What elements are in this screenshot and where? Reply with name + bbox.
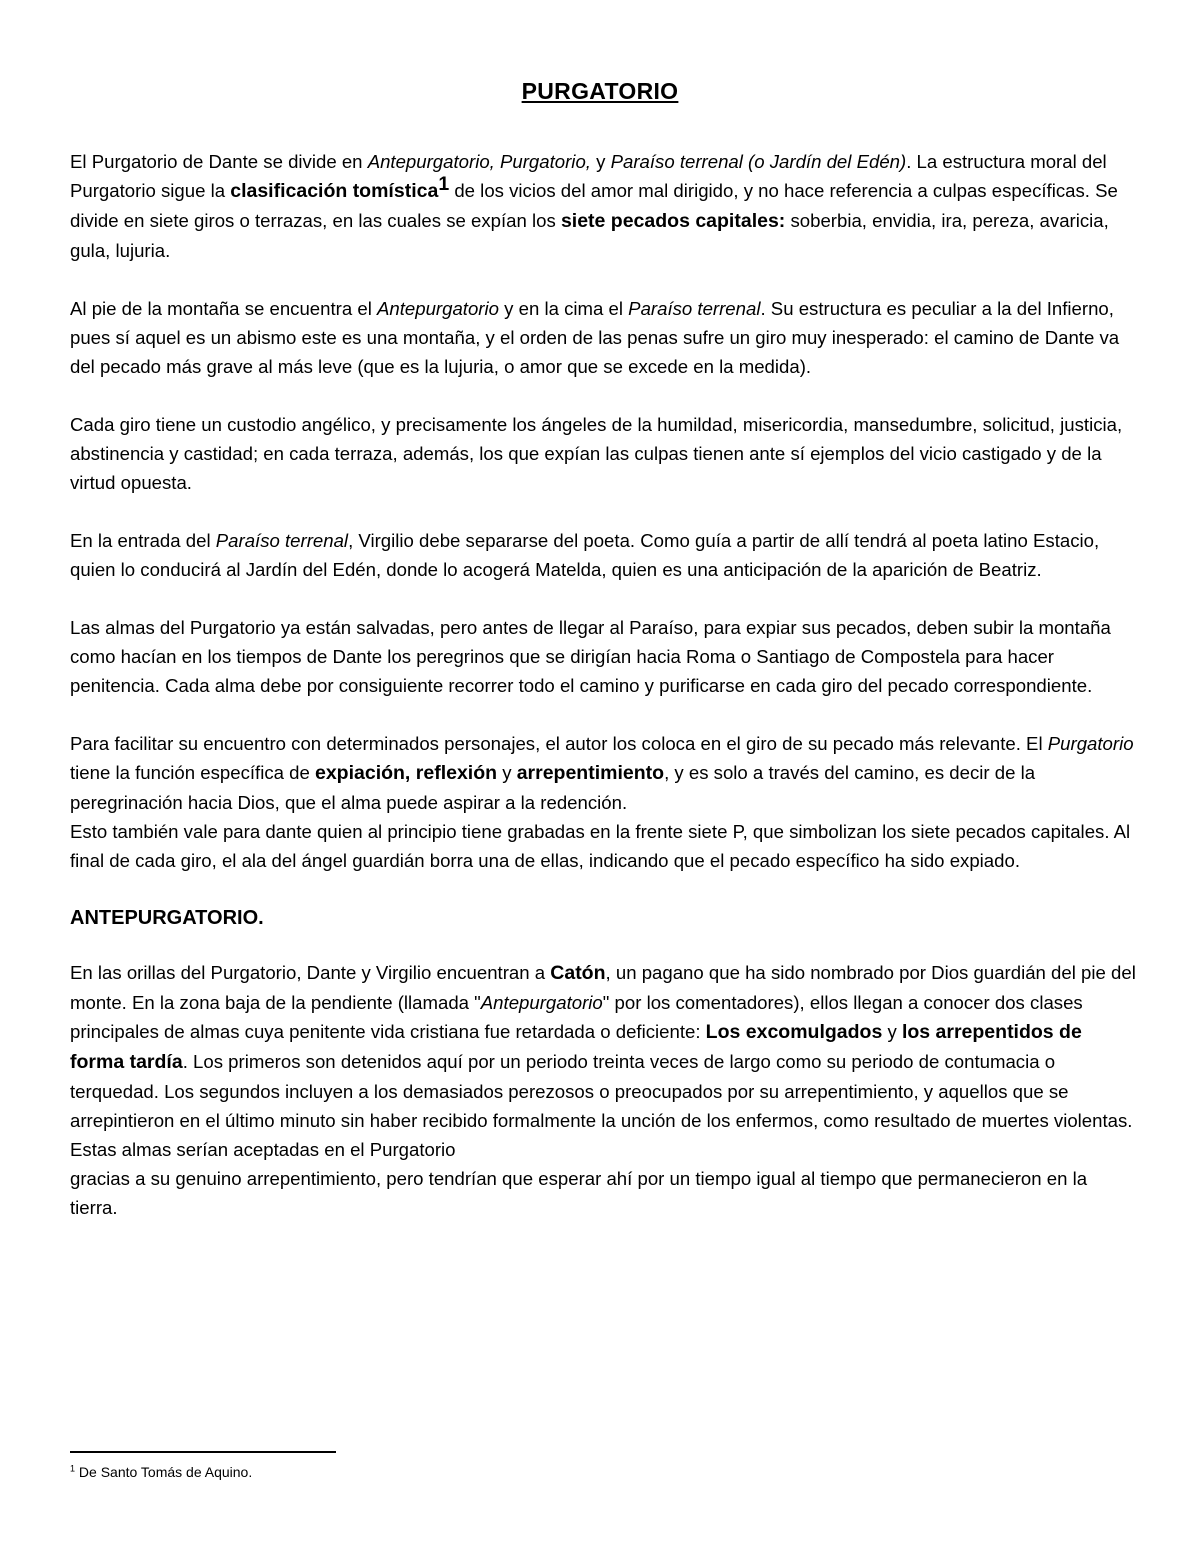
- text-run: soberbia, envidia, ira, pereza, avaricia, gula, lujuria.: [70, 210, 1109, 261]
- italic-run: Antepurgatorio: [377, 298, 499, 319]
- bold-run: clasificación tomística: [230, 180, 439, 202]
- italic-run: Paraíso terrenal: [628, 298, 761, 319]
- footnote: [70, 1462, 252, 1482]
- bold-run: arrepentimiento: [516, 762, 665, 784]
- text-run: . Su estructura es peculiar a la del Infierno, pues sí aquel es un abismo este es una montaña, y el orden de las penas sufre un giro muy inesperado: el camino de Dante va del pecado más grave al más leve (que es la lujuria, o amor que se excede en la medida).: [70, 298, 1120, 377]
- text-run: de los vicios del amor mal dirigido, y no hace referencia a culpas específicas. Se divide en siete giros o terrazas, en las cuales se expían los: [70, 180, 1118, 231]
- italic-run: Antepurgatorio, Purgatorio,: [367, 151, 591, 172]
- paragraph-1: [70, 147, 1136, 265]
- text-run: Al pie de la montaña se encuentra el: [70, 298, 377, 319]
- bold-run: siete pecados capitales:: [560, 210, 786, 232]
- text-run: y: [882, 1021, 902, 1042]
- paragraph-7: Esto también vale para dante quien al principio tiene grabadas en la frente siete P, que simbolizan los siete pecados capitales. Al final de cada giro, el ala del ángel guardián borra una de ellas, indicando que el pecado específico ha sido expiado.: [70, 821, 1131, 871]
- text-run: y: [590, 151, 611, 172]
- text-run: En las orillas del Purgatorio, Dante y Virgilio encuentran a: [70, 962, 551, 983]
- footnote-text: De Santo Tomás de Aquino.: [75, 1464, 253, 1480]
- paragraph-5: Las almas del Purgatorio ya están salvadas, pero antes de llegar al Paraíso, para expiar sus pecados, deben subir la montaña como hacían en los tiempos de Dante los peregrinos que se dirigían hacia Roma o Santiago de Compostela para hacer penitencia. Cada alma debe por consiguiente recorrer todo el camino y purificarse en cada giro del pecado correspondiente.: [70, 617, 1111, 696]
- text-run: , y es solo a través del camino, es decir de la peregrinación hacia Dios, que el alma puede aspirar a la redención.: [70, 762, 1036, 813]
- paragraph-6: [70, 729, 1136, 817]
- text-run: , Virgilio debe separarse del poeta. Como guía a partir de allí tendrá al poeta latino Estacio, quien lo conducirá al Jardín del Edén, donde lo acogerá Matelda, quien es una anticipación de la aparición de Beatriz.: [70, 530, 1100, 580]
- section-heading-antepurgatorio: ANTEPURGATORIO.: [70, 907, 264, 929]
- paragraph-2: [70, 294, 1136, 381]
- italic-run: Antepurgatorio: [480, 992, 603, 1013]
- footnote-separator: [70, 1451, 336, 1453]
- paragraph-8: [70, 958, 1136, 1164]
- text-run: " por los comentadores), ellos llegan a conocer dos clases principales de almas cuya penitente vida cristiana fue retardada o deficiente:: [70, 992, 1083, 1042]
- text-run: , un pagano que ha sido nombrado por Dios guardián del pie del monte. En la zona baja de la pendiente (llamada ": [70, 962, 1136, 1013]
- text-run: y en la cima el: [498, 298, 629, 319]
- bold-run: Catón: [550, 962, 606, 984]
- bold-run: los arrepentidos de forma tardía: [70, 1021, 1082, 1073]
- text-run: . Los primeros son detenidos aquí por un periodo treinta veces de largo como su periodo de contumacia o terquedad. Los segundos incluyen a los demasiados perezosos o preocupados por su arrepentimiento, y aquellos que se arrepintieron en el último minuto sin haber recibido formalmente la unción de los enfermos, como resultado de muertes violentas. Estas almas serían aceptadas en el Purgatorio: [70, 1051, 1133, 1160]
- bold-run: expiación, reflexión: [314, 762, 498, 784]
- page-title: PURGATORIO: [521, 78, 679, 104]
- text-run: El Purgatorio de Dante se divide en: [70, 151, 368, 172]
- paragraph-4: [70, 526, 1136, 584]
- footnote-reference[interactable]: 1: [438, 172, 450, 195]
- text-run: Para facilitar su encuentro con determinados personajes, el autor los coloca en el giro de su pecado más relevante. El: [70, 733, 1048, 754]
- text-run: y: [497, 762, 517, 783]
- paragraph-3: Cada giro tiene un custodio angélico, y precisamente los ángeles de la humildad, misericordia, mansedumbre, solicitud, justicia, abstinencia y castidad; en cada terraza, además, los que expían las culpas tienen ante sí ejemplos del vicio castigado y de la virtud opuesta.: [70, 414, 1123, 493]
- text-run: tiene la función específica de: [70, 762, 315, 783]
- document-body: [70, 147, 1136, 1222]
- text-run: En la entrada del: [70, 530, 216, 551]
- bold-run: Los excomulgados: [705, 1021, 883, 1043]
- text-run: . La estructura moral del Purgatorio sigue la: [70, 151, 1107, 201]
- italic-run: Purgatorio: [1047, 733, 1134, 754]
- paragraph-9: gracias a su genuino arrepentimiento, pero tendrían que esperar ahí por un tiempo igual al tiempo que permanecieron en la tierra.: [70, 1168, 1088, 1218]
- footnote-mark: 1: [70, 1463, 76, 1474]
- italic-run: Paraíso terrenal (o Jardín del Edén): [610, 151, 907, 172]
- italic-run: Paraíso terrenal: [215, 530, 349, 551]
